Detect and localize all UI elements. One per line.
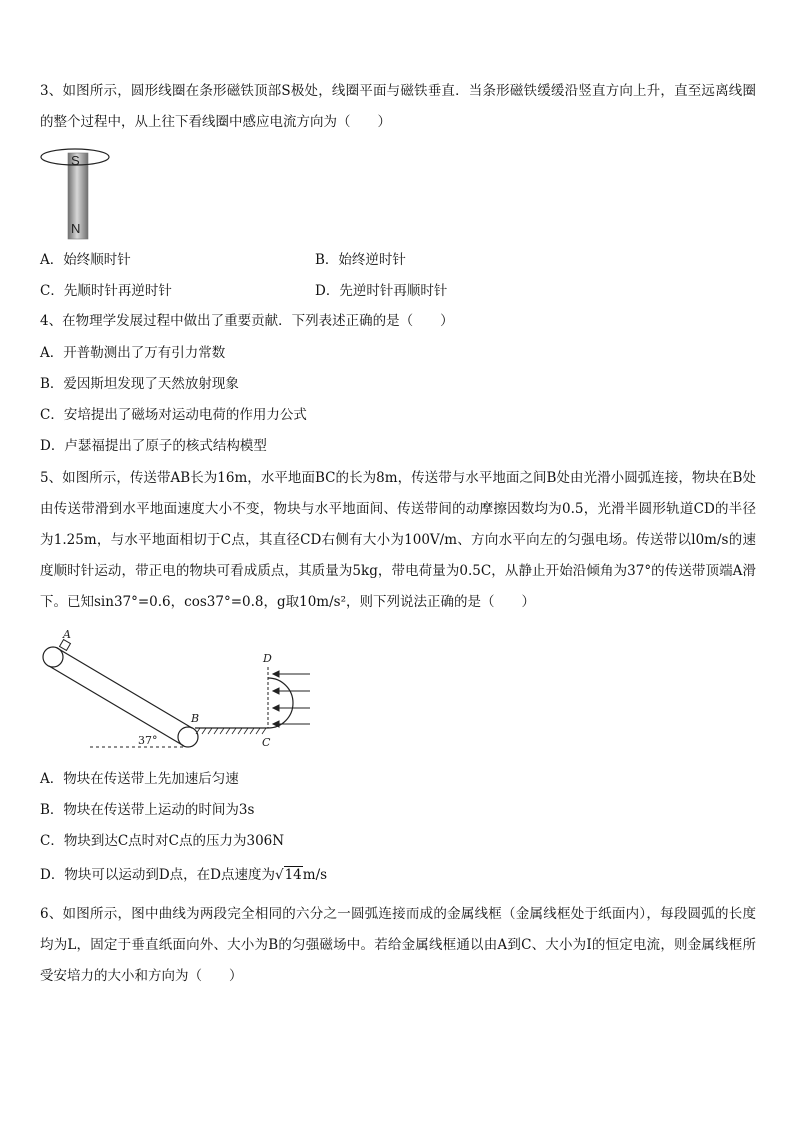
- block-a: [60, 640, 71, 651]
- q3-stem: 3、如图所示，圆形线圈在条形磁铁顶部S极处，线圈平面与磁铁垂直．当条形磁铁缓缓沿竖直方向上升，直至远离线圈的整个过程中，从上往下看线圈中感应电流方向为（ ）: [40, 83, 756, 130]
- q5-option-d-unit: m/s: [302, 867, 328, 883]
- label-b: B: [191, 712, 200, 725]
- q5-option-d: [40, 866, 327, 884]
- conveyor-belt: [43, 647, 198, 747]
- label-c: C: [262, 736, 271, 749]
- q4-option-a: A．开普勒测出了万有引力常数: [40, 345, 226, 361]
- q5-option-d-text: D．物块可以运动到D点，在D点速度为: [40, 867, 275, 883]
- pole-n-label: N: [71, 221, 81, 236]
- sqrt-radical: √14: [274, 867, 302, 883]
- q6-stem: 6、如图所示，图中曲线为两段完全相同的六分之一圆弧连接而成的金属线框（金属线框处于纸面内），每段圆弧的长度均为L，固定于垂直纸面向外、大小为B的匀强磁场中。若给金属线框通以由A到C、大小为I的恒定电流，则金属线框所受安培力的大小和方向为（ ）: [40, 906, 756, 984]
- label-a: A: [63, 628, 71, 641]
- q5-stem: 5、如图所示，传送带AB长为16m，水平地面BC的长为8m，传送带与水平地面之间B处由光滑小圆弧连接，物块在B处由传送带滑到水平地面速度大小不变，物块与水平地面间、传送带间的动摩擦因数均为0.5，光滑半圆形轨道CD的半径为1.25m，与水平地面相切于C点，其直径CD右侧有大小为100V/m、方向水平向左的匀强电场。传送带以l0m/s的速度顺时针运动，带正电的物块可看成质点，其质量为5kg，带电荷量为0.5C，从静止开始沿倾角为37°的传送带顶端A滑下。已知sin37°=0.6，cos37°=0.8，g取10m/s²，则下列说法正确的是（ ）: [40, 470, 756, 610]
- q4-option-b: B．爱因斯坦发现了天然放射现象: [40, 376, 239, 392]
- q5-option-a: A．物块在传送带上先加速后匀速: [40, 771, 239, 787]
- conveyor-track-figure: [40, 625, 330, 755]
- semicircle-track: [268, 678, 293, 728]
- angle-label: 37°: [138, 734, 158, 747]
- sqrt-radicand: 14: [284, 867, 302, 883]
- pole-s-label: S: [71, 153, 80, 168]
- q4-stem: 4、在物理学发展过程中做出了重要贡献．下列表述正确的是（ ）: [40, 313, 454, 329]
- electric-field-arrows: [273, 671, 310, 727]
- q3-option-c: C．先顺时针再逆时针: [40, 283, 172, 299]
- q5-option-b: B．物块在传送带上运动的时间为3s: [40, 802, 255, 818]
- q5-option-c: C．物块到达C点时对C点的压力为306N: [40, 833, 285, 849]
- q4-option-c: C．安培提出了磁场对运动电荷的作用力公式: [40, 407, 307, 423]
- q3-option-d: D．先逆时针再顺时针: [315, 283, 448, 299]
- ground-hatch: [196, 728, 266, 734]
- q3-option-b: B．始终逆时针: [315, 252, 406, 268]
- label-d: D: [263, 652, 272, 665]
- bar-magnet-figure: [40, 145, 120, 245]
- q4-option-d: D．卢瑟福提出了原子的核式结构模型: [40, 438, 267, 454]
- q3-option-a: A．始终顺时针: [40, 252, 131, 268]
